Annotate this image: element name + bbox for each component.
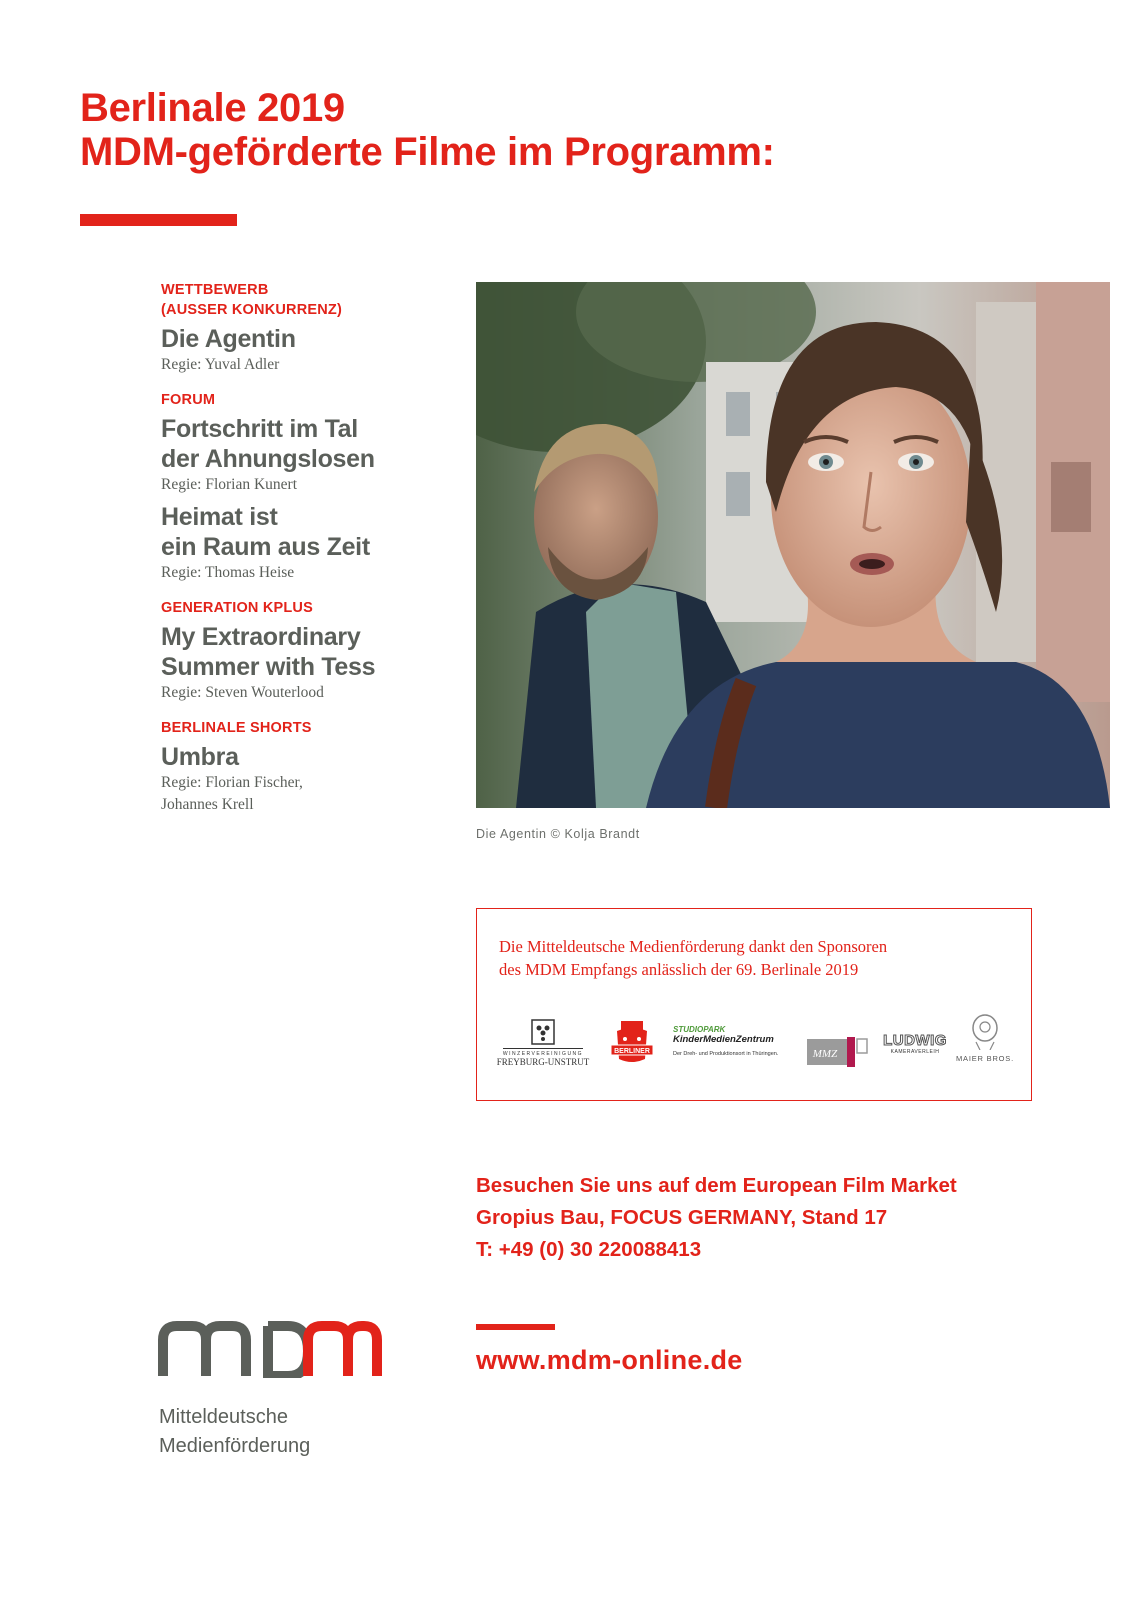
sponsor-box xyxy=(476,908,1032,1101)
film-still-illustration xyxy=(476,282,1110,808)
mmz-logo xyxy=(805,1001,871,1067)
studiopark-logo xyxy=(673,1001,799,1067)
film-title: Fortschritt im Tal der Ahnungslosen xyxy=(161,415,375,473)
film-item xyxy=(161,324,451,376)
mdm-wordmark-icon xyxy=(158,1318,382,1378)
berliner-logo xyxy=(599,1001,665,1067)
organization-name: Mitteldeutsche Medienförderung xyxy=(159,1406,311,1457)
maier-bros-logo xyxy=(955,1001,1015,1067)
film-title: My Extraordinary Summer with Tess xyxy=(161,623,376,681)
title-line-1: Berlinale 2019 xyxy=(80,86,345,130)
ludwig-sub: KAMERAVERLEIH xyxy=(890,1049,940,1055)
film-programme xyxy=(161,280,451,830)
url-divider xyxy=(476,1324,555,1330)
film-still-image xyxy=(476,282,1110,808)
contact-phone[interactable]: T: +49 (0) 30 220088413 xyxy=(476,1238,702,1261)
mmz-emblem-icon xyxy=(807,1037,869,1067)
film-director: Regie: Steven Wouterlood xyxy=(161,684,324,701)
grape-emblem-icon xyxy=(531,1019,555,1045)
section-generation-kplus xyxy=(161,598,451,704)
freyburg-label-top: WINZERVEREINIGUNG xyxy=(503,1048,583,1057)
contact-line-1: Besuchen Sie uns auf dem European Film Market xyxy=(476,1174,957,1197)
section-forum xyxy=(161,390,451,584)
studiopark-label-top: STUDIOPARK xyxy=(673,1025,726,1034)
maier-label: MAIER BROS. xyxy=(956,1054,1014,1063)
section-label: GENERATION KPLUS xyxy=(161,600,313,616)
page-title xyxy=(80,86,775,174)
section-label: WETTBEWERB (AUSSER KONKURRENZ) xyxy=(161,282,343,318)
mmz-label: MMZ xyxy=(812,1048,838,1060)
berliner-label: BERLINER xyxy=(614,1048,650,1055)
title-line-2: MDM-geförderte Filme im Programm: xyxy=(80,130,775,174)
film-item xyxy=(161,742,451,816)
sponsor-thanks-text: Die Mitteldeutsche Medienförderung dankt den Sponsoren des MDM Empfangs anlässlich der 69. Berlinale 2019 xyxy=(499,937,888,979)
contact-line-2: Gropius Bau, FOCUS GERMANY, Stand 17 xyxy=(476,1206,888,1229)
film-item xyxy=(161,622,451,704)
studiopark-label: KinderMedienZentrum xyxy=(673,1034,774,1045)
film-director: Regie: Florian Kunert xyxy=(161,476,298,493)
title-divider xyxy=(80,214,237,226)
film-title: Heimat ist ein Raum aus Zeit xyxy=(161,503,370,561)
film-title: Die Agentin xyxy=(161,325,296,353)
maier-emblem-icon xyxy=(970,1014,1000,1050)
contact-block xyxy=(476,1170,957,1266)
mdm-logo xyxy=(158,1318,382,1383)
section-label: BERLINALE SHORTS xyxy=(161,720,312,736)
berliner-bear-icon xyxy=(607,1013,657,1067)
film-item xyxy=(161,502,451,584)
section-berlinale-shorts xyxy=(161,718,451,816)
section-label: FORUM xyxy=(161,392,216,408)
freyburg-label: FREYBURG-UNSTRUT xyxy=(496,1057,590,1067)
film-item xyxy=(161,414,451,496)
film-director: Regie: Thomas Heise xyxy=(161,564,295,581)
film-title: Umbra xyxy=(161,743,239,771)
ludwig-logo xyxy=(875,1001,955,1067)
section-wettbewerb xyxy=(161,280,451,376)
ludwig-label: LUDWIG xyxy=(883,1032,947,1049)
photo-caption: Die Agentin © Kolja Brandt xyxy=(476,827,640,841)
studiopark-sub: Der Dreh- und Produktionsort in Thüringen. xyxy=(673,1051,779,1057)
website-link[interactable]: www.mdm-online.de xyxy=(476,1345,743,1375)
film-director: Regie: Florian Fischer, Johannes Krell xyxy=(161,774,303,813)
freyburg-unstrut-logo xyxy=(495,1001,591,1067)
film-director: Regie: Yuval Adler xyxy=(161,356,280,373)
